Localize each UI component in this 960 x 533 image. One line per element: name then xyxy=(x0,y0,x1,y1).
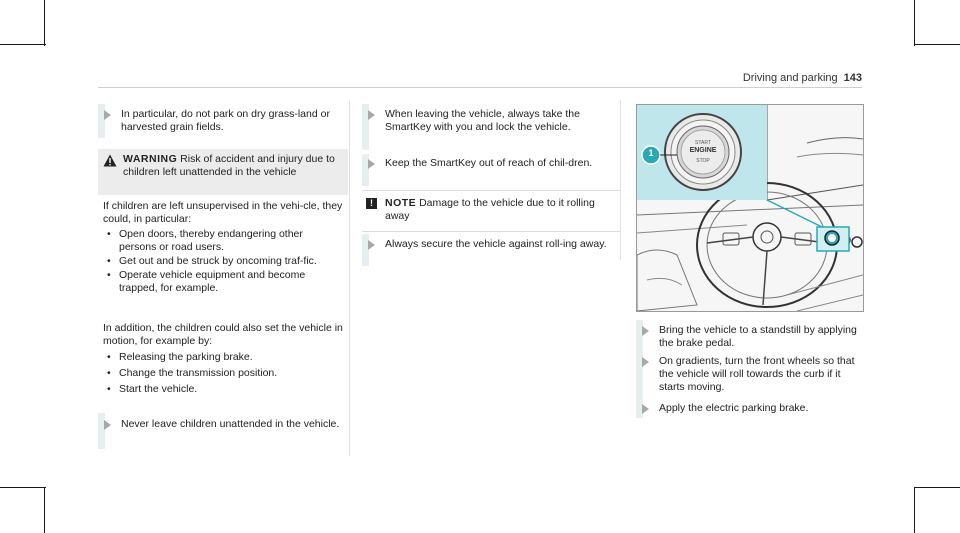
list-item: • Get out and be struck by oncoming traf-fic. xyxy=(107,255,317,267)
warning-content xyxy=(103,153,341,179)
play-arrow-icon xyxy=(104,420,111,430)
header-rule xyxy=(98,87,862,88)
play-arrow-icon xyxy=(104,110,111,120)
instruction-item xyxy=(636,324,862,350)
play-arrow-icon xyxy=(368,110,375,120)
instruction-item xyxy=(98,418,348,431)
crop-mark xyxy=(44,487,45,533)
start-stop-button-figure xyxy=(636,104,864,312)
bullet-list xyxy=(103,351,343,396)
body-paragraph: If children are left unsupervised in the vehi-cle, they could, in particular: xyxy=(103,200,343,225)
list-item: • Start the vehicle. xyxy=(107,383,198,395)
crop-mark xyxy=(914,487,915,533)
list-item: • Open doors, thereby endangering other persons or road users. xyxy=(107,228,303,253)
list-item: • Operate vehicle equipment and become trapped, for example. xyxy=(107,269,306,294)
bullet-dot: • xyxy=(107,351,111,363)
button-label-stop: STOP xyxy=(696,158,710,164)
note-text: Damage to the vehicle due to it rolling away xyxy=(385,197,595,222)
bullet-dot: • xyxy=(107,269,111,281)
instruction-text: On gradients, turn the front wheels so that the vehicle will roll towards the curb if it starts moving. xyxy=(659,355,855,393)
body-paragraph: In addition, the children could also set the vehicle in motion, for example by: xyxy=(103,322,343,347)
callout-number: 1 xyxy=(648,148,654,158)
dashboard-illustration xyxy=(637,105,863,311)
bullet-dot: • xyxy=(107,228,111,240)
column-divider xyxy=(349,100,350,456)
warning-triangle-icon xyxy=(103,154,117,167)
column-divider xyxy=(620,100,621,260)
crop-mark xyxy=(914,487,960,488)
bullet-dot: • xyxy=(107,367,111,379)
crop-mark xyxy=(914,0,915,46)
instruction-item xyxy=(362,238,612,251)
play-arrow-icon xyxy=(368,240,375,250)
play-arrow-icon xyxy=(642,357,649,367)
instruction-text: Apply the electric parking brake. xyxy=(659,402,809,414)
instruction-item xyxy=(362,157,612,170)
list-item: • Releasing the parking brake. xyxy=(107,351,253,363)
note-label: NOTE xyxy=(385,197,417,209)
header-text xyxy=(743,72,862,84)
list-item: • Change the transmission position. xyxy=(107,367,278,379)
instruction-item xyxy=(98,108,348,134)
button-label-start: START xyxy=(695,140,711,146)
instruction-item xyxy=(636,355,862,394)
instruction-item xyxy=(362,108,612,134)
instruction-text: When leaving the vehicle, always take the SmartKey with you and lock the vehicle. xyxy=(385,108,580,133)
note-content xyxy=(366,197,616,223)
crop-mark xyxy=(0,487,46,488)
instruction-item xyxy=(636,402,862,415)
section-title: Driving and parking xyxy=(742,72,838,84)
play-arrow-icon xyxy=(368,159,375,169)
bullet-dot: • xyxy=(107,383,111,395)
instruction-text: In particular, do not park on dry grass-land or harvested grain fields. xyxy=(121,108,330,133)
warning-label: WARNING xyxy=(123,153,178,165)
instruction-text: Bring the vehicle to a standstill by applying the brake pedal. xyxy=(659,324,857,349)
page-header xyxy=(98,74,862,88)
bullet-list xyxy=(103,228,343,295)
instruction-text: Keep the SmartKey out of reach of chil-dren. xyxy=(385,157,593,169)
play-arrow-icon xyxy=(642,326,649,336)
crop-mark xyxy=(44,0,45,46)
bullet-dot: • xyxy=(107,255,111,267)
page-number: 143 xyxy=(843,72,862,84)
crop-mark xyxy=(914,44,960,45)
play-arrow-icon xyxy=(642,404,649,414)
crop-mark xyxy=(0,44,46,45)
instruction-text: Never leave children unattended in the vehicle. xyxy=(121,418,340,430)
warning-text: Risk of accident and injury due to children left unattended in the vehicle xyxy=(123,153,335,178)
instruction-text: Always secure the vehicle against roll-ing away. xyxy=(385,238,607,250)
exclamation-icon: ! xyxy=(366,198,377,209)
button-label-engine: ENGINE xyxy=(689,147,717,154)
